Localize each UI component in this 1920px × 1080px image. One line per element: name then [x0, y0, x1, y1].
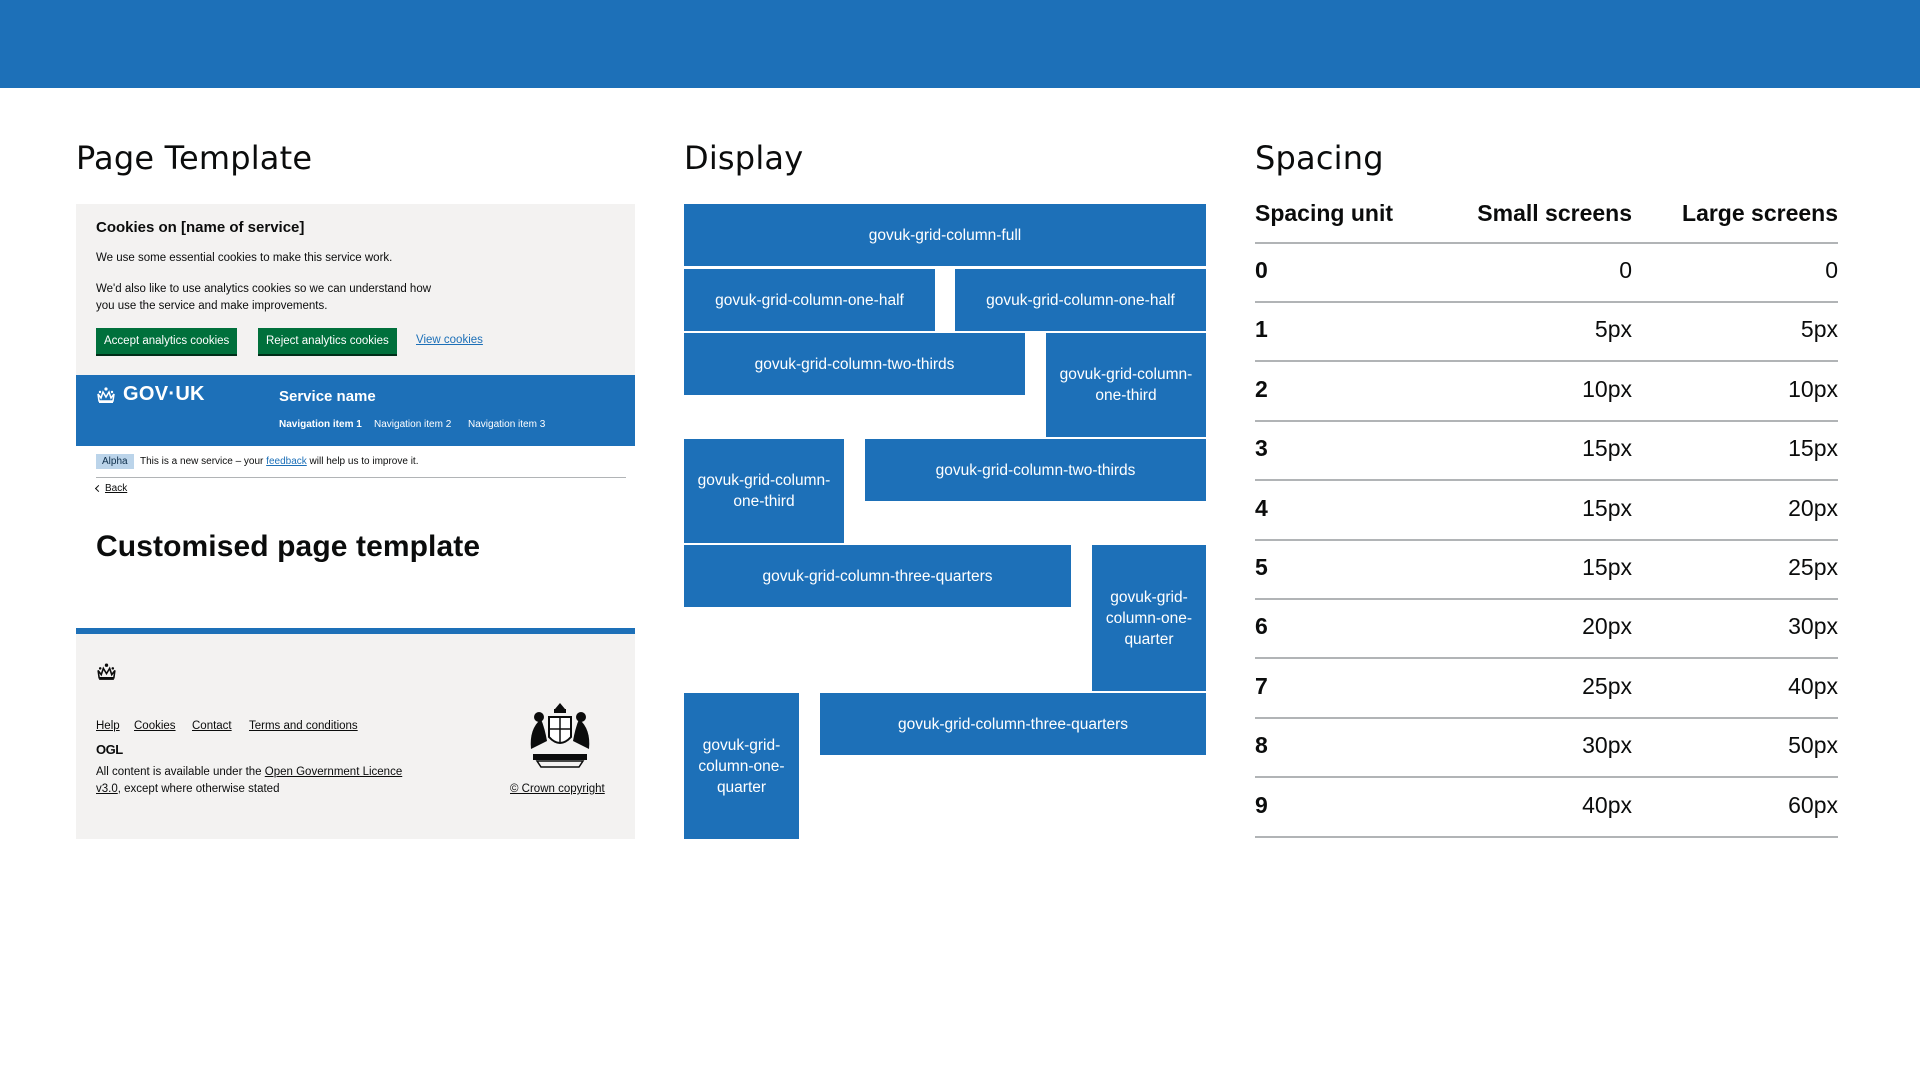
footer-link-terms[interactable]: Terms and conditions [249, 720, 358, 732]
licence-text [96, 764, 406, 798]
grid-block-one-half: govuk-grid-column-one-half [684, 269, 935, 331]
top-banner [0, 0, 1920, 88]
table-cell-spacing-unit: 2 [1255, 375, 1268, 402]
accept-analytics-cookies-button[interactable]: Accept analytics cookies [96, 328, 237, 354]
table-row-divider [1255, 598, 1838, 600]
table-row-divider [1255, 776, 1838, 778]
phase-tag: Alpha [96, 454, 134, 469]
table-row-divider [1255, 539, 1838, 541]
table-cell-large-screens: 0 [1825, 257, 1838, 283]
table-cell-small-screens: 0 [1619, 257, 1632, 283]
grid-block-one-third: govuk-grid-column-one-third [1046, 333, 1206, 437]
table-row-divider [1255, 717, 1838, 719]
licence-text-after: , except where otherwise stated [117, 783, 280, 795]
column-header-large-screens: Large screens [1682, 200, 1838, 226]
phase-text-after: will help us to improve it. [309, 456, 419, 467]
footer-link-cookies[interactable]: Cookies [134, 720, 176, 732]
table-cell-large-screens: 60px [1788, 791, 1838, 818]
table-cell-large-screens: 25px [1788, 554, 1838, 580]
crown-copyright-link[interactable]: © Crown copyright [510, 783, 605, 795]
table-cell-spacing-unit: 6 [1255, 613, 1268, 640]
table-cell-large-screens: 40px [1788, 672, 1838, 699]
royal-coat-of-arms-icon [521, 699, 599, 769]
footer-link-contact[interactable]: Contact [192, 720, 232, 732]
govuk-logo[interactable]: GOV·UK [123, 383, 205, 405]
cookie-banner-title: Cookies on [name of service] [96, 219, 305, 236]
grid-block-one-quarter: govuk-grid-column-one-quarter [684, 693, 799, 839]
table-cell-spacing-unit: 7 [1255, 672, 1268, 699]
table-cell-large-screens: 5px [1800, 316, 1838, 343]
footer-link-help[interactable]: Help [96, 720, 120, 732]
table-cell-small-screens: 15px [1582, 435, 1632, 462]
cookie-banner-text-2: We'd also like to use analytics cookies so we can understand how you use the service and make improvements. [96, 283, 432, 312]
table-cell-large-screens: 50px [1788, 732, 1838, 759]
table-cell-large-screens: 15px [1788, 435, 1838, 462]
table-row-divider [1255, 836, 1838, 838]
table-header-divider [1255, 242, 1838, 244]
feedback-link[interactable]: feedback [266, 456, 307, 467]
grid-block-two-thirds: govuk-grid-column-two-thirds [865, 439, 1206, 501]
table-row-divider [1255, 479, 1838, 481]
page-heading: Customised page template [96, 530, 481, 563]
nav-item-3[interactable]: Navigation item 3 [468, 419, 546, 430]
phase-banner [96, 452, 626, 478]
ogl-logo: OGL [96, 742, 123, 757]
column-header-small-screens: Small screens [1477, 200, 1632, 226]
table-cell-spacing-unit: 5 [1255, 554, 1268, 580]
table-cell-spacing-unit: 4 [1255, 494, 1268, 521]
section-title-page-template: Page Template [76, 139, 313, 177]
licence-text-before: All content is available under the [96, 766, 262, 778]
table-row-divider [1255, 301, 1838, 303]
phase-text-before: This is a new service – your [140, 456, 264, 467]
grid-block-two-thirds: govuk-grid-column-two-thirds [684, 333, 1025, 395]
view-cookies-link[interactable]: View cookies [416, 334, 483, 346]
table-cell-small-screens: 5px [1594, 316, 1632, 343]
table-cell-small-screens: 40px [1582, 791, 1632, 818]
govuk-header [76, 375, 635, 446]
table-cell-small-screens: 30px [1582, 732, 1632, 759]
table-row-divider [1255, 420, 1838, 422]
phase-banner-text [140, 456, 418, 467]
table-cell-small-screens: 15px [1582, 554, 1632, 580]
nav-item-1[interactable]: Navigation item 1 [279, 419, 362, 430]
table-cell-small-screens: 10px [1582, 375, 1632, 402]
crown-icon [96, 386, 116, 404]
back-link[interactable]: Back [105, 483, 128, 494]
nav-item-2[interactable]: Navigation item 2 [374, 419, 452, 430]
table-cell-spacing-unit: 8 [1255, 732, 1268, 759]
table-cell-large-screens: 20px [1788, 494, 1838, 521]
cookie-banner-text-1: We use some essential cookies to make this service work. [96, 252, 393, 264]
cookie-banner [76, 204, 635, 375]
column-header-spacing-unit: Spacing unit [1255, 200, 1393, 226]
licence-link[interactable]: Open Government Licence v3.0 [96, 766, 403, 795]
crown-icon [96, 662, 117, 681]
grid-block-one-half: govuk-grid-column-one-half [955, 269, 1206, 331]
grid-block-full: govuk-grid-column-full [684, 204, 1206, 266]
table-row-divider [1255, 360, 1838, 362]
page-template-preview [76, 204, 635, 839]
table-cell-large-screens: 10px [1788, 375, 1838, 402]
reject-analytics-cookies-button[interactable]: Reject analytics cookies [258, 328, 397, 354]
chevron-left-icon [95, 485, 102, 492]
table-cell-spacing-unit: 9 [1255, 791, 1268, 818]
table-cell-spacing-unit: 3 [1255, 435, 1268, 462]
table-cell-small-screens: 25px [1582, 672, 1632, 699]
table-cell-large-screens: 30px [1788, 613, 1838, 640]
section-title-display: Display [684, 139, 804, 177]
grid-block-one-third: govuk-grid-column-one-third [684, 439, 844, 543]
table-row-divider [1255, 657, 1838, 659]
grid-block-one-quarter: govuk-grid-column-one-quarter [1092, 545, 1206, 691]
table-cell-spacing-unit: 0 [1255, 257, 1268, 283]
service-name[interactable]: Service name [279, 388, 376, 405]
table-cell-small-screens: 20px [1582, 613, 1632, 640]
table-cell-spacing-unit: 1 [1255, 316, 1268, 343]
section-title-spacing: Spacing [1255, 139, 1384, 177]
govuk-footer [76, 628, 635, 839]
grid-block-three-quarters: govuk-grid-column-three-quarters [684, 545, 1071, 607]
table-cell-small-screens: 15px [1582, 494, 1632, 521]
grid-block-three-quarters: govuk-grid-column-three-quarters [820, 693, 1206, 755]
